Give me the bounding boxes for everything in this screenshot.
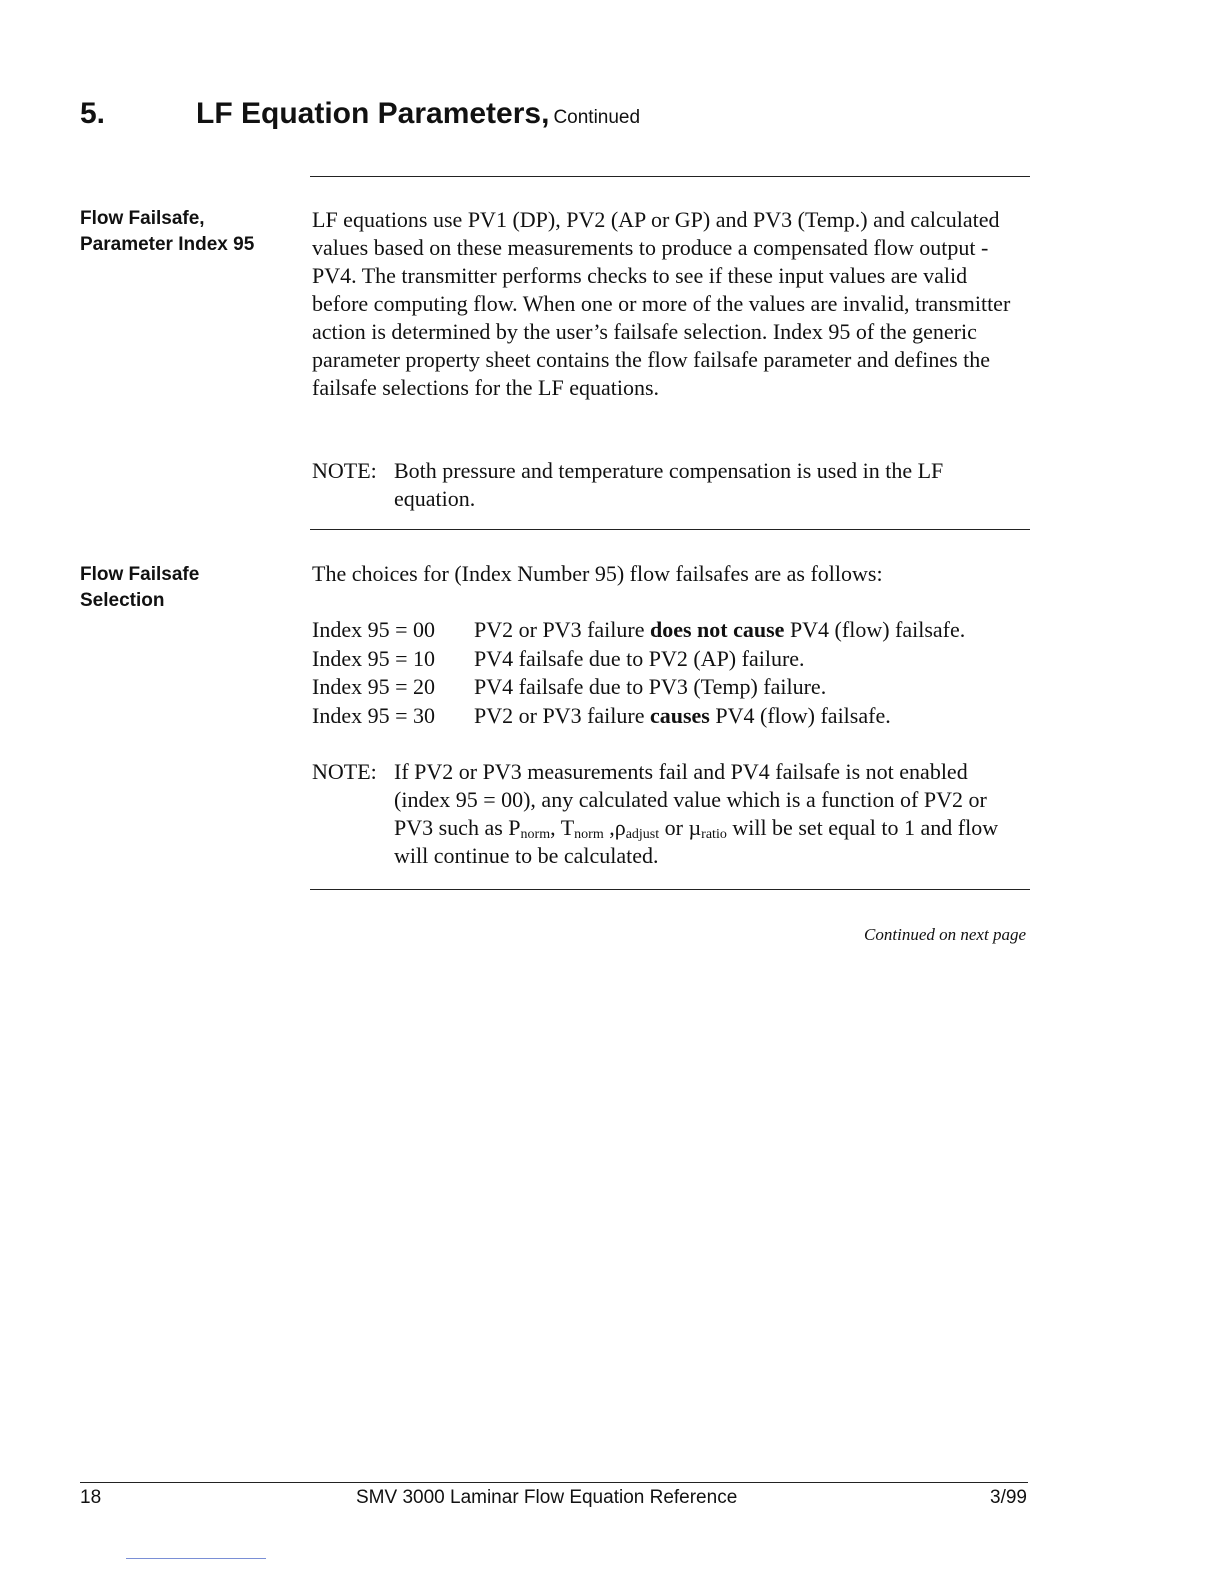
failsafe-description — [312, 206, 1022, 402]
index-key: Index 95 = 10 — [312, 645, 435, 671]
decorative-underline — [126, 1558, 266, 1559]
continued-label: Continued — [553, 107, 641, 128]
footer-doc-title: SMV 3000 Laminar Flow Equation Reference — [356, 1487, 738, 1508]
table-row — [312, 673, 1022, 702]
index-description: PV2 or PV3 failure causes PV4 (flow) failsafe. — [474, 702, 891, 728]
note-failsafe-disabled — [312, 758, 1022, 870]
side-label-line: Flow Failsafe, — [80, 208, 205, 229]
section-divider — [310, 529, 1030, 530]
table-row — [312, 645, 1022, 674]
index-table — [312, 616, 1022, 730]
section-divider — [310, 889, 1030, 890]
side-label-line: Selection — [80, 590, 165, 611]
header-divider — [310, 176, 1030, 177]
footer-divider — [80, 1482, 1028, 1483]
note-text: Both pressure and temperature compensation is used in the LF equation. — [394, 458, 944, 511]
section-number: 5. — [80, 97, 106, 130]
note-text: If PV2 or PV3 measurements fail and PV4 failsafe is not enabled (index 95 = 00), any calculated value which is a function of PV2 or PV3 such as $P_{norm}$, $T_{norm}$ $,\rho_{adjust}$ or µ$_{ratio}$ will be set equal to 1 and flow will continue to be calculated. — [394, 759, 999, 868]
index-key: Index 95 = 00 — [312, 617, 435, 642]
footer-date: 3/99 — [990, 1487, 1027, 1508]
continued-on-next-page: Continued on next page — [864, 925, 1026, 944]
table-row — [312, 702, 1022, 731]
paragraph: LF equations use PV1 (DP), PV2 (AP or GP) and PV3 (Temp.) and calculated values based on these measurements to produce a compensated flow output - PV4. The transmitter performs checks to see if these input values are valid before computing flow. When one or more of the values are invalid, transmitter action is determined by the user’s failsafe selection. Index 95 of the generic parameter property sheet contains the flow failsafe parameter and defines the failsafe selections for the LF equations. — [312, 207, 1011, 400]
failsafe-intro — [312, 560, 1022, 588]
intro-text: The choices for (Index Number 95) flow failsafes are as follows: — [312, 561, 883, 586]
page-title — [196, 97, 640, 131]
table-row — [312, 616, 1022, 645]
index-description: PV2 or PV3 failure does not cause PV4 (flow) failsafe. — [474, 617, 966, 642]
note-label: NOTE: — [312, 458, 377, 483]
page-number: 18 — [80, 1487, 102, 1508]
side-label-line: Parameter Index 95 — [80, 234, 255, 255]
section-title-text: LF Equation Parameters, — [196, 97, 550, 130]
side-label-flow-failsafe-index — [80, 206, 290, 258]
index-key: Index 95 = 20 — [312, 674, 435, 699]
note-compensation — [312, 457, 1022, 513]
side-label-line: Flow Failsafe — [80, 564, 200, 585]
index-description: PV4 failsafe due to PV3 (Temp) failure. — [474, 674, 827, 699]
index-key: Index 95 = 30 — [312, 702, 435, 728]
note-label: NOTE: — [312, 759, 377, 784]
index-description: PV4 failsafe due to PV2 (AP) failure. — [474, 645, 805, 671]
side-label-flow-failsafe-selection — [80, 562, 290, 614]
